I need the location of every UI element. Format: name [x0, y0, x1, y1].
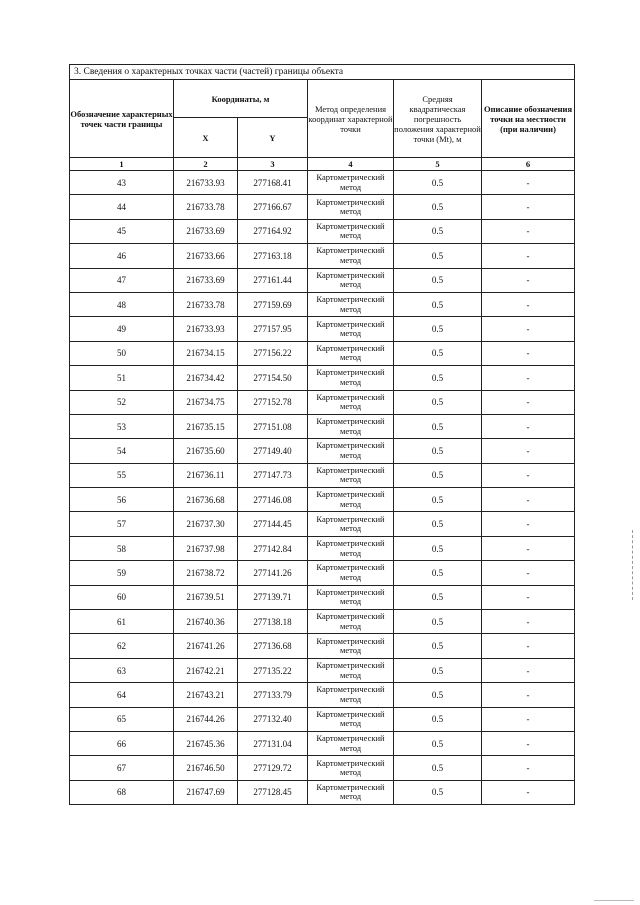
- method-cell: Картометрический метод: [308, 512, 394, 536]
- table-row: [70, 634, 575, 658]
- description-cell: -: [482, 317, 575, 341]
- error-cell: 0.5: [394, 658, 482, 682]
- coordinate-x: 216734.75: [174, 390, 238, 414]
- description-cell: -: [482, 488, 575, 512]
- point-number: 58: [70, 536, 174, 560]
- description-cell: -: [482, 268, 575, 292]
- description-cell: -: [482, 195, 575, 219]
- table-row: [70, 488, 575, 512]
- coordinate-y: 277163.18: [238, 244, 308, 268]
- description-cell: -: [482, 390, 575, 414]
- point-number: 57: [70, 512, 174, 536]
- error-cell: 0.5: [394, 244, 482, 268]
- coordinate-x: 216746.50: [174, 756, 238, 780]
- point-number: 46: [70, 244, 174, 268]
- error-cell: 0.5: [394, 390, 482, 414]
- table-row: [70, 341, 575, 365]
- coordinate-y: 277132.40: [238, 707, 308, 731]
- point-number: 49: [70, 317, 174, 341]
- error-cell: 0.5: [394, 366, 482, 390]
- table-row: [70, 244, 575, 268]
- error-cell: 0.5: [394, 292, 482, 316]
- error-cell: 0.5: [394, 536, 482, 560]
- point-number: 67: [70, 756, 174, 780]
- point-number: 64: [70, 683, 174, 707]
- table-row: [70, 683, 575, 707]
- coordinate-y: 277146.08: [238, 488, 308, 512]
- points-table-body: [70, 171, 575, 805]
- table-row: [70, 439, 575, 463]
- method-cell: Картометрический метод: [308, 731, 394, 755]
- description-cell: -: [482, 439, 575, 463]
- coordinate-y: 277142.84: [238, 536, 308, 560]
- coordinate-y: 277151.08: [238, 414, 308, 438]
- method-cell: Картометрический метод: [308, 561, 394, 585]
- description-cell: -: [482, 634, 575, 658]
- error-cell: 0.5: [394, 195, 482, 219]
- coordinate-y: 277164.92: [238, 219, 308, 243]
- method-cell: Картометрический метод: [308, 756, 394, 780]
- method-cell: Картометрический метод: [308, 634, 394, 658]
- header-description: Описание обозначения точки на местности (при наличии): [482, 80, 575, 158]
- coordinate-y: 277138.18: [238, 610, 308, 634]
- table-row: [70, 268, 575, 292]
- point-number: 45: [70, 219, 174, 243]
- coordinate-x: 216747.69: [174, 780, 238, 804]
- description-cell: -: [482, 707, 575, 731]
- coordinate-y: 277149.40: [238, 439, 308, 463]
- coordinate-x: 216742.21: [174, 658, 238, 682]
- coordinate-y: 277161.44: [238, 268, 308, 292]
- method-cell: Картометрический метод: [308, 610, 394, 634]
- description-cell: -: [482, 512, 575, 536]
- method-cell: Картометрический метод: [308, 488, 394, 512]
- coordinate-y: 277147.73: [238, 463, 308, 487]
- coordinate-x: 216733.93: [174, 171, 238, 195]
- table-row: [70, 658, 575, 682]
- coordinate-y: 277154.50: [238, 366, 308, 390]
- description-cell: -: [482, 414, 575, 438]
- error-cell: 0.5: [394, 341, 482, 365]
- method-cell: Картометрический метод: [308, 268, 394, 292]
- coordinate-y: 277156.22: [238, 341, 308, 365]
- table-row: [70, 171, 575, 195]
- error-cell: 0.5: [394, 488, 482, 512]
- coordinate-x: 216736.11: [174, 463, 238, 487]
- error-cell: 0.5: [394, 463, 482, 487]
- method-cell: Картометрический метод: [308, 780, 394, 804]
- header-point-name: Обозначение характерных точек части границы: [70, 80, 174, 158]
- error-cell: 0.5: [394, 219, 482, 243]
- table-row: [70, 219, 575, 243]
- coordinate-x: 216740.36: [174, 610, 238, 634]
- coordinate-y: 277152.78: [238, 390, 308, 414]
- method-cell: Картометрический метод: [308, 195, 394, 219]
- point-number: 44: [70, 195, 174, 219]
- table-row: [70, 707, 575, 731]
- method-cell: Картометрический метод: [308, 244, 394, 268]
- table-row: [70, 585, 575, 609]
- header-y: Y: [238, 118, 308, 158]
- coordinate-y: 277139.71: [238, 585, 308, 609]
- error-cell: 0.5: [394, 731, 482, 755]
- column-number: 3: [238, 158, 308, 171]
- table-row: [70, 463, 575, 487]
- point-number: 47: [70, 268, 174, 292]
- coordinate-x: 216733.66: [174, 244, 238, 268]
- coordinate-x: 216733.78: [174, 292, 238, 316]
- table-row: [70, 780, 575, 804]
- table-row: [70, 756, 575, 780]
- coordinate-y: 277136.68: [238, 634, 308, 658]
- description-cell: -: [482, 244, 575, 268]
- point-number: 55: [70, 463, 174, 487]
- point-number: 66: [70, 731, 174, 755]
- point-number: 60: [70, 585, 174, 609]
- coordinate-y: 277129.72: [238, 756, 308, 780]
- coordinate-x: 216734.15: [174, 341, 238, 365]
- coordinate-x: 216743.21: [174, 683, 238, 707]
- table-row: [70, 512, 575, 536]
- method-cell: Картометрический метод: [308, 463, 394, 487]
- point-number: 59: [70, 561, 174, 585]
- table-row: [70, 414, 575, 438]
- error-cell: 0.5: [394, 634, 482, 658]
- coordinate-y: 277166.67: [238, 195, 308, 219]
- coordinate-x: 216741.26: [174, 634, 238, 658]
- point-number: 63: [70, 658, 174, 682]
- error-cell: 0.5: [394, 512, 482, 536]
- error-cell: 0.5: [394, 585, 482, 609]
- description-cell: -: [482, 561, 575, 585]
- table-row: [70, 390, 575, 414]
- coordinate-y: 277168.41: [238, 171, 308, 195]
- table-row: [70, 195, 575, 219]
- column-number: 2: [174, 158, 238, 171]
- point-number: 43: [70, 171, 174, 195]
- error-cell: 0.5: [394, 683, 482, 707]
- coordinate-y: 277144.45: [238, 512, 308, 536]
- point-number: 50: [70, 341, 174, 365]
- coordinate-x: 216744.26: [174, 707, 238, 731]
- scan-edge-mark: [632, 530, 634, 600]
- description-cell: -: [482, 341, 575, 365]
- method-cell: Картометрический метод: [308, 341, 394, 365]
- coordinate-y: 277133.79: [238, 683, 308, 707]
- method-cell: Картометрический метод: [308, 683, 394, 707]
- description-cell: -: [482, 610, 575, 634]
- section-title: 3. Сведения о характерных точках части (частей) границы объекта: [70, 65, 575, 80]
- column-number: 1: [70, 158, 174, 171]
- point-number: 53: [70, 414, 174, 438]
- description-cell: -: [482, 292, 575, 316]
- error-cell: 0.5: [394, 171, 482, 195]
- method-cell: Картометрический метод: [308, 390, 394, 414]
- point-number: 56: [70, 488, 174, 512]
- description-cell: -: [482, 658, 575, 682]
- method-cell: Картометрический метод: [308, 439, 394, 463]
- column-number: 6: [482, 158, 575, 171]
- point-number: 68: [70, 780, 174, 804]
- coordinate-x: 216745.36: [174, 731, 238, 755]
- header-method: Метод определения координат характерной точки: [308, 80, 394, 158]
- coordinate-x: 216735.15: [174, 414, 238, 438]
- table-row: [70, 561, 575, 585]
- description-cell: -: [482, 463, 575, 487]
- method-cell: Картометрический метод: [308, 658, 394, 682]
- table-row: [70, 610, 575, 634]
- error-cell: 0.5: [394, 756, 482, 780]
- point-number: 65: [70, 707, 174, 731]
- method-cell: Картометрический метод: [308, 317, 394, 341]
- method-cell: Картометрический метод: [308, 366, 394, 390]
- method-cell: Картометрический метод: [308, 414, 394, 438]
- table-row: [70, 292, 575, 316]
- coordinate-x: 216733.93: [174, 317, 238, 341]
- error-cell: 0.5: [394, 268, 482, 292]
- coordinate-x: 216733.69: [174, 219, 238, 243]
- error-cell: 0.5: [394, 317, 482, 341]
- point-number: 51: [70, 366, 174, 390]
- point-number: 48: [70, 292, 174, 316]
- description-cell: -: [482, 171, 575, 195]
- coordinate-y: 277159.69: [238, 292, 308, 316]
- coordinate-y: 277131.04: [238, 731, 308, 755]
- header-error: Средняя квадратическая погрешность положения характерной точки (Mt), м: [394, 80, 482, 158]
- coordinate-x: 216737.30: [174, 512, 238, 536]
- coordinate-y: 277141.26: [238, 561, 308, 585]
- error-cell: 0.5: [394, 707, 482, 731]
- error-cell: 0.5: [394, 439, 482, 463]
- point-number: 62: [70, 634, 174, 658]
- point-number: 52: [70, 390, 174, 414]
- description-cell: -: [482, 366, 575, 390]
- coordinate-y: 277128.45: [238, 780, 308, 804]
- coordinate-x: 216736.68: [174, 488, 238, 512]
- coordinate-x: 216739.51: [174, 585, 238, 609]
- point-number: 61: [70, 610, 174, 634]
- table-row: [70, 536, 575, 560]
- table-row: [70, 366, 575, 390]
- method-cell: Картометрический метод: [308, 171, 394, 195]
- method-cell: Картометрический метод: [308, 292, 394, 316]
- table-row: [70, 317, 575, 341]
- coordinate-x: 216735.60: [174, 439, 238, 463]
- column-number: 5: [394, 158, 482, 171]
- coordinate-y: 277157.95: [238, 317, 308, 341]
- description-cell: -: [482, 585, 575, 609]
- column-number: 4: [308, 158, 394, 171]
- error-cell: 0.5: [394, 610, 482, 634]
- method-cell: Картометрический метод: [308, 707, 394, 731]
- coordinate-x: 216733.78: [174, 195, 238, 219]
- description-cell: -: [482, 219, 575, 243]
- description-cell: -: [482, 780, 575, 804]
- description-cell: -: [482, 536, 575, 560]
- description-cell: -: [482, 683, 575, 707]
- boundary-points-table: [69, 64, 575, 805]
- description-cell: -: [482, 756, 575, 780]
- coordinate-x: 216733.69: [174, 268, 238, 292]
- error-cell: 0.5: [394, 414, 482, 438]
- method-cell: Картометрический метод: [308, 219, 394, 243]
- scan-corner-mark: [594, 900, 634, 901]
- coordinate-x: 216737.98: [174, 536, 238, 560]
- coordinate-x: 216738.72: [174, 561, 238, 585]
- coordinate-y: 277135.22: [238, 658, 308, 682]
- error-cell: 0.5: [394, 780, 482, 804]
- method-cell: Картометрический метод: [308, 585, 394, 609]
- coordinate-x: 216734.42: [174, 366, 238, 390]
- header-coordinates: Координаты, м: [174, 80, 308, 118]
- description-cell: -: [482, 731, 575, 755]
- point-number: 54: [70, 439, 174, 463]
- header-x: X: [174, 118, 238, 158]
- error-cell: 0.5: [394, 561, 482, 585]
- table-row: [70, 731, 575, 755]
- method-cell: Картометрический метод: [308, 536, 394, 560]
